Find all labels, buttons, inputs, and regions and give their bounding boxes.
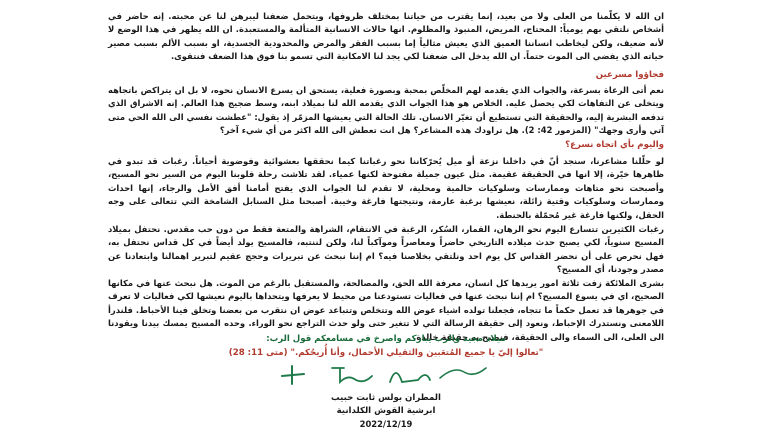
handwritten-signature — [250, 360, 510, 390]
scripture-quote: "تعالوا إليّ يا جميع المُتعَبين والثقيلي الأحمال، وأنا أُريحُكم." (متى 11: 28) — [228, 348, 544, 358]
christmas-greeting: ميلاد مجيد والرب يباركم واصرخ في مسامعكم قول الرب: — [266, 334, 506, 344]
letter-date: 2022/12/19 — [359, 419, 413, 429]
paragraph-5: بشرى الملائكة زفت ثلاثة امور يريدها كل انسان، معرفة الله الحق، والمصالحة، والمستقبل بالرغم من الموت. هل نبحث عنها في مكانها الصحيح، اي في يسوع المسيح؟ ام إننا نبحث عنها في فعاليات تستودعنا من محيط لا يعرفها ويتحداها باليوم نعيشها لكي فعاليات لا تعرف في جوهرها قد تعمل حكماً ما تتجاه، فجعلنا تولده اشياء عوض الله وتتخلص وتتباعد عوض ان نتقرب من بعضنا وتخلق فينا الأحباط. فلندرأ اللامعنى ونستدرك الإحباط، ونعود إلى حقيقة الرسالة التي لا تتغير حتى ولو حدث التراجع نحو الوراء. وحده المسيح يمسك بيدنا ويقودنا الى العلى، الى السماء والى الحقيقة، فنصبح به حقيقة خالدة. — [108, 278, 664, 342]
paragraph-4: رغبات الكثيرين تتسارع اليوم نحو الرهان، القمار، السُكر، الرغبة في الانتقام، الشراهة والمتعة فقط من دون حب مقدس. نحتفل بميلاد المسيح سنوياً، لكي يصبح حدث ميلاده التاريخي حاضراً ومعاصراً وموآكباً لنا، ولكن لننتبه، فالمسيح يولد أيضاً في كل قداس نحتفل به، فهل نحرص على أن نحضر القداس كل يوم احد ونلتقي بخلاصنا فيه؟ ام إننا نبحث عن تبريرات وحجج عقيم لتبرير اهمالنا وابتعادنا عن مصدر وجودنا، أي المسيح؟ — [108, 224, 664, 275]
paragraph-2: نعم أتى الرعاة بسرعة، والجواب الذي يقدمه لهم المخلّص بمحبة وبصورة فعلية، يستحق ان يسرع الانسان نحوه، لا بل ان يتراكض باتجاهه ويتخلى عن التفاهات لكي يحصل عليه. الخلاص هو هذا الجواب الذي يقدمه الله لنا بميلاد ابنه، وسط ضجيج هذا العالم. إنه الاشراق الذي تدفعه البشرية إليه، والحقيقة التي تستطيع أن تغيّر الانسان. تلك الحالة التي يعيشها المزمّر إذ يقول: "عطشت نفسي الى الله الحي متى آتي وأرى وجهك" (المزمور 42: 2). هل تراودك هذه المشاعر؟ هل انت تعطش الى الله اكثر من أي شيء آخر؟ — [108, 85, 664, 136]
paragraph-1: ان الله لا يكلّمنا من العلى ولا من بعيد، إنما يقترب من حياتنا بمختلف ظروفها، ويتحمل ضعفنا ليبرهن لنا عن محبته. إنه حاضر في أشخاص نلتقي بهم يومياً: المحتاج، المريض، المنبوذ والمظلوم. انها حالات الانسانية المتألمة والمستعبدة. ان الله يظهر في هذا الوضع لا لأنه ضعيف، ولكن ليخاطب انساننا العميق الذي يعيش مثالياً إما بسبب الفقر والمرض والمحدودية الجسدية، او بسبب الألم بسبب مصير حياته الذي يفضي الى الموت حتماً. ان الله يدخل الى ضعفنا لكي يجد لنا الامكانية التي تسمو بنا فوق هذا الضعف فنتقوى. — [108, 11, 664, 62]
section-heading-2: واليوم بأي اتجاه نسرع؟ — [565, 140, 664, 150]
section-heading-1: فجاؤوا مسرعين — [595, 70, 664, 80]
paragraph-3: لو حلّلنا مشاعرنا، سنجد أنّ في داخلنا نزعة أو ميل يُحرّكاننا نحو رغباتنا كيما نحققها بعشوائية وفوضوية أحياناً. رغبات قد تبدو في ظاهرها خيّرة، إلا انها في الحقيقة عقيمة. مثل عيون جميلة مفتوحة لكنها عمياء. لقد تلاشت رحلة قلوبنا اليوم من السير نحو المسيح، وأصبحت نحو متاهات وممارسات وسلوكيات حالمية ومحلية، لا تقدم لنا الجواب الذي يفتح أمامنا أفق الأمل والرجاء، إنها احداث وممارسات وسلوكيات وقتية زائلة، نعيشها برغبة عارمة، ونتيجتها فارغة وخيبة. أصبحنا مثل السنابل الشامخة التي تتعالى على وجه الحقل، ولكنها فارغة غير مُحمّلة بالحنطة. — [108, 156, 664, 220]
signatory-title: ابرشية القوش الكلدانية — [336, 406, 436, 416]
signatory-name: المطران بولس ثابت حبيب — [331, 393, 441, 403]
